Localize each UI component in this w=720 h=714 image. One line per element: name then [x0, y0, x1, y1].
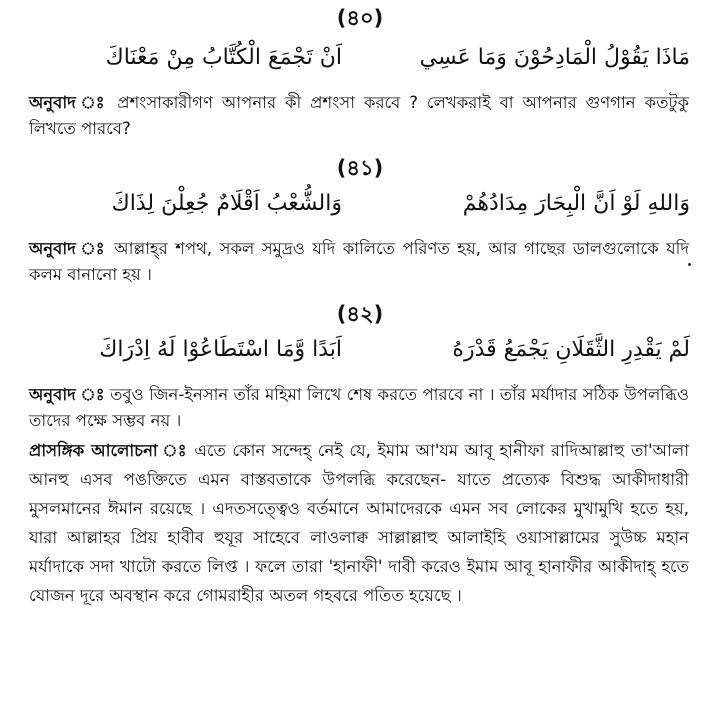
verse-number: (৪২) — [336, 302, 384, 326]
verse-line-first-half: وَاللهِ لَوْ اَنَّ الْبِحَارَ مِدَادُهُمْ — [462, 191, 690, 216]
discussion-paragraph — [29, 436, 689, 706]
verse-number: (৪০) — [336, 6, 384, 30]
translation-text: প্রশংসাকারীগণ আপনার কী প্রশংসা করবে ? লেখকরাই বা আপনার গুণগান কতটুকু লিখতে পারবে? — [29, 93, 689, 138]
verse-line-first-half: مَاذَا يَقُوْلُ الْمَادِحُوْنَ وَمَا عَسِي — [419, 45, 690, 70]
translation-text: আল্লাহ্‌র শপথ, সকল সমুদ্রও যদি কালিতে পরিণত হয়, আর গাছের ডালগুলোকে যদি কলম বানানো হয় । — [29, 239, 689, 284]
verse-line-second-half: اَنْ تَجْمَعَ الْكُتَّابُ مِنْ مَعْنَاكَ — [105, 45, 342, 70]
discussion-text: এতে কোন সন্দেহ্ নেই যে, ইমাম আ'যম আবূ হানীফা রাদিআল্লাহু তা'আলা আনহু এসব পঙক্তিতে এমন বাস্তবতাকে উপলব্ধি করেছেন- যাতে প্রত্যেক বিশুদ্ধ আকীদাধারী মুসলমানের ঈমান রয়েছে । এদতসত্ত্বেও বর্তমানে আমাদেরকে এমন সব লোকের মুখামুখি হতে হয়, যারা আল্লাহর প্রিয় হাবীব হুযূর সাহেবে লাওলাক্ব সাল্লাল্লাহু আলাইহি ওয়াসাল্লামের সুউচ্চ মহান মর্যাদাকে সদা খাটো করতে লিপ্ত । ফলে তারা 'হানাফী' দাবী করেও ইমাম আবূ হানাফীর আকীদাহ্ হতে যোজন দূরে অবস্থান করে গোমরাহীর অতল গহবরে পতিত হয়েছে । — [29, 441, 690, 605]
translation-paragraph — [29, 236, 689, 288]
translation-label: অনুবাদ ঃ — [29, 239, 107, 258]
translation-label: অনুবাদ ঃ — [29, 93, 109, 112]
stray-dot — [688, 263, 691, 266]
translation-paragraph — [29, 90, 689, 142]
discussion-label: প্রাসঙ্গিক আলোচনা ঃ — [29, 441, 188, 460]
verse-number: (৪১) — [336, 156, 384, 180]
verse-line-second-half: وَالشُّعْبُ اَقْلَامٌ جُعِلْنَ لِذَاكَ — [111, 191, 342, 216]
translation-label: অনুবাদ ঃ — [29, 385, 105, 404]
translation-paragraph — [29, 382, 689, 434]
verse-line-first-half: لَمْ يَقْدِرِ الثَّقَلَانِ يَجْمَعُ قَدْرَهُ — [452, 337, 690, 362]
verse-line-second-half: اَبَدًا وَّمَا اسْتَطَاعُوْا لَهُ اِدْرَاكَ — [99, 337, 342, 362]
translation-text: তবুও জিন-ইনসান তাঁর মহিমা লিখে শেষ করতে পারবে না । তাঁর মর্যাদার সঠিক উপলব্ধিও তাদের পক্ষে সম্ভব নয় । — [29, 385, 689, 430]
